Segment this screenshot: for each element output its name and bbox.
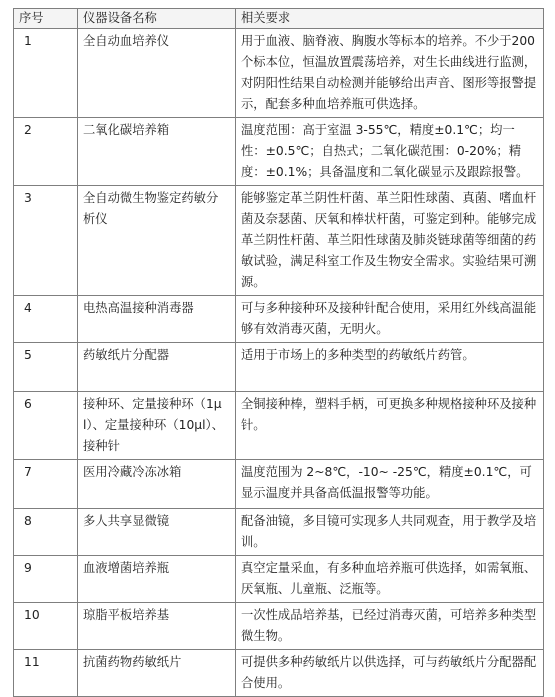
equipment-name: 接种环、定量接种环（1μl）、定量接种环（10μl）、接种针 (78, 392, 236, 460)
table-row (14, 29, 544, 118)
row-number: 1 (14, 29, 78, 118)
equipment-name: 多人共享显微镜 (78, 509, 236, 556)
header-equipment-name: 仪器设备名称 (78, 9, 236, 29)
equipment-requirements-table (13, 8, 544, 697)
table-row (14, 603, 544, 650)
row-number: 6 (14, 392, 78, 460)
requirement-text: 能够鉴定革兰阴性杆菌、革兰阳性球菌、真菌、嗜血杆菌及奈瑟菌、厌氧和棒状杆菌，可鉴定到种。能够完成革兰阴性杆菌、革兰阳性球菌及肺炎链球菌等细菌的药敏试验，满足科室工作及生物安全需求。实验结果可溯源。 (236, 186, 544, 296)
requirement-text: 用于血液、脑脊液、胸腹水等标本的培养。不少于200个标本位，恒温放置震荡培养，对生长曲线进行监测，对阴阳性结果自动检测并能够给出声音、图形等报警提示，配套多种血培养瓶可供选择。 (236, 29, 544, 118)
equipment-name: 二氧化碳培养箱 (78, 118, 236, 186)
requirement-text: 适用于市场上的多种类型的药敏纸片药管。 (236, 343, 544, 392)
requirement-text: 全铜接种棒，塑料手柄，可更换多种规格接种环及接种针。 (236, 392, 544, 460)
row-number: 11 (14, 650, 78, 697)
row-number: 8 (14, 509, 78, 556)
row-number: 7 (14, 460, 78, 509)
row-number: 4 (14, 296, 78, 343)
table-row (14, 296, 544, 343)
equipment-name: 医用冷藏冷冻冰箱 (78, 460, 236, 509)
row-number: 5 (14, 343, 78, 392)
table-row (14, 650, 544, 697)
table-row (14, 118, 544, 186)
equipment-name: 血液增菌培养瓶 (78, 556, 236, 603)
equipment-name: 全自动微生物鉴定药敏分析仪 (78, 186, 236, 296)
table-row (14, 186, 544, 296)
equipment-name: 电热高温接种消毒器 (78, 296, 236, 343)
requirement-text: 温度范围为 2~8℃，-10~ -25℃，精度±0.1℃，可显示温度并具备高低温报警等功能。 (236, 460, 544, 509)
equipment-name: 药敏纸片分配器 (78, 343, 236, 392)
table-row (14, 343, 544, 392)
table-row (14, 460, 544, 509)
requirement-text: 可与多种接种环及接种针配合使用，采用红外线高温能够有效消毒灭菌，无明火。 (236, 296, 544, 343)
table-row (14, 509, 544, 556)
table-header-row (14, 9, 544, 29)
requirement-text: 温度范围：高于室温 3-55℃，精度±0.1℃；均一性：±0.5℃；自热式；二氧化碳范围：0-20%；精度：±0.1%；具备温度和二氧化碳显示及跟踪报警。 (236, 118, 544, 186)
equipment-name: 抗菌药物药敏纸片 (78, 650, 236, 697)
requirement-text: 真空定量采血，有多种血培养瓶可供选择，如需氧瓶、厌氧瓶、儿童瓶、泛瓶等。 (236, 556, 544, 603)
table-row (14, 392, 544, 460)
equipment-name: 琼脂平板培养基 (78, 603, 236, 650)
row-number: 3 (14, 186, 78, 296)
row-number: 10 (14, 603, 78, 650)
requirement-text: 可提供多种药敏纸片以供选择，可与药敏纸片分配器配合使用。 (236, 650, 544, 697)
table-row (14, 556, 544, 603)
header-requirements: 相关要求 (236, 9, 544, 29)
row-number: 2 (14, 118, 78, 186)
requirement-text: 一次性成品培养基，已经过消毒灭菌，可培养多种类型微生物。 (236, 603, 544, 650)
requirement-text: 配备油镜，多目镜可实现多人共同观查，用于教学及培训。 (236, 509, 544, 556)
equipment-name: 全自动血培养仪 (78, 29, 236, 118)
row-number: 9 (14, 556, 78, 603)
header-serial-number: 序号 (14, 9, 78, 29)
